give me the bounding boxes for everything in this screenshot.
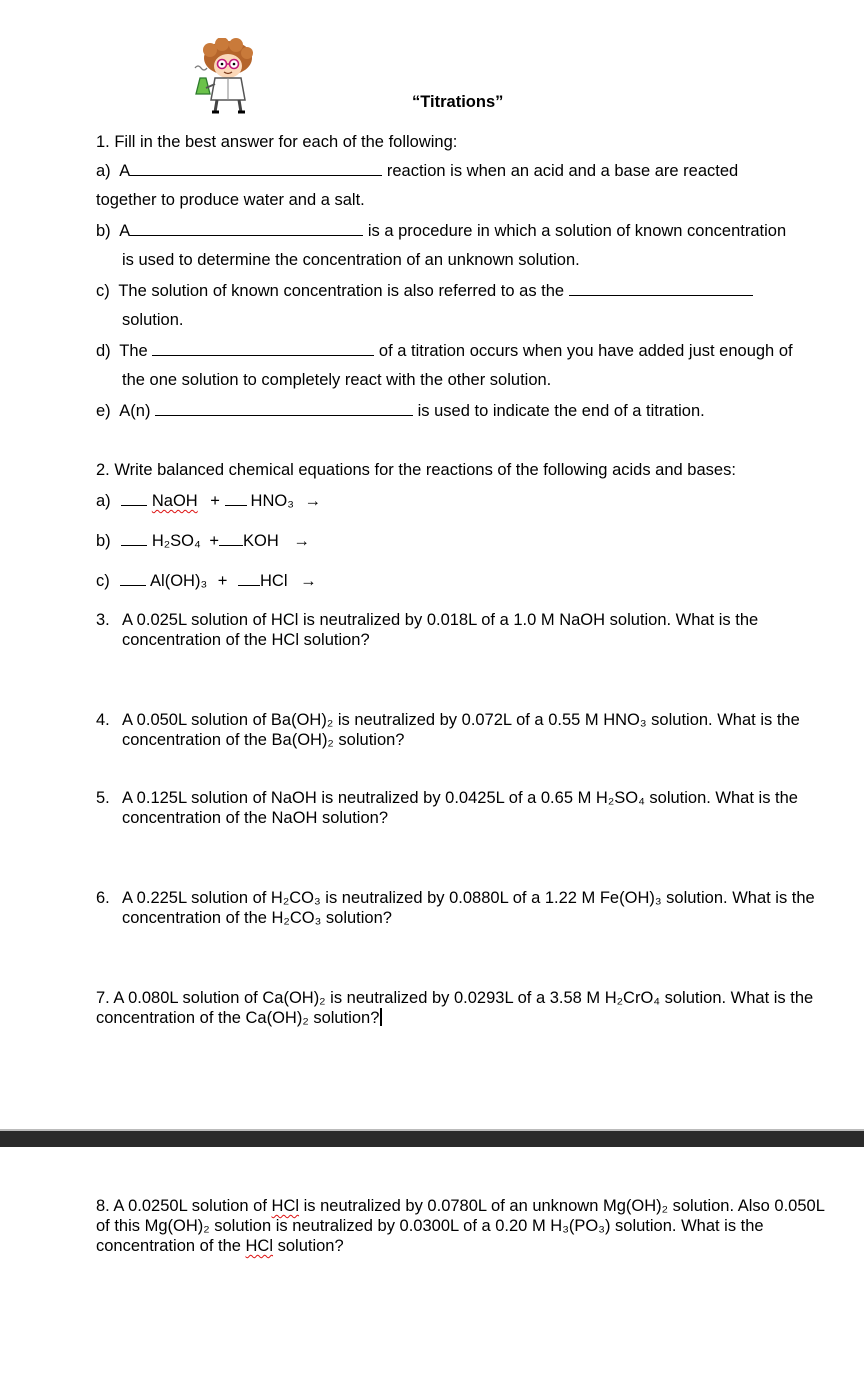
q2a-coef2[interactable] [225,490,247,506]
q5-number: 5. [96,789,110,807]
q1a-pre: A [119,162,131,180]
q8-text-3: solution? [273,1237,344,1255]
q8-hcl-2: HCl [245,1237,274,1255]
q8-text-2: is neutralized by 0.0780L of an unknown Mg(OH)₂ solution. Also 0.050L of this Mg(OH)₂ solution is neutralized by 0.0300L of a 0.20 M H₃(PO₃) solution. What is the concentration of the [96,1197,825,1255]
q2a-reactant2: HNO₃ [250,492,294,510]
q1a-blank[interactable] [130,160,382,176]
q1c-pre: The solution of known concentration is also referred to as the [118,282,565,300]
q7-text: 7. A 0.080L solution of Ca(OH)₂ is neutralized by 0.0293L of a 3.58 M H₂CrO₄ solution. What is the concentration of the Ca(OH)₂ solution? [96,989,814,1027]
q1a-line [96,160,738,181]
q4-question [96,710,820,750]
q1d-post: of a titration occurs when you have added just enough of [378,342,793,360]
page-break-divider [0,1129,864,1147]
q8-text-1: 8. A 0.0250L solution of [96,1197,272,1215]
q2a-plus: + [210,492,220,510]
q1e-blank[interactable] [155,400,413,416]
q6-text: A 0.225L solution of H₂CO₃ is neutralized by 0.0880L of a 1.22 M Fe(OH)₃ solution. What is the concentration of the H₂CO₃ solution? [122,889,815,927]
page-title: “Titrations” [412,93,504,111]
q3-text: A 0.025L solution of HCl is neutralized by 0.018L of a 1.0 M NaOH solution. What is the concentration of the HCl solution? [122,611,759,649]
q4-number: 4. [96,711,110,729]
scientist-clipart [190,38,262,118]
q2b-reactant2: KOH [243,532,279,550]
q2a-label: a) [96,492,111,510]
q5-question [96,788,816,828]
q2a-arrow: → [304,492,322,510]
q2b-label: b) [96,532,111,550]
q1d-line [96,340,793,361]
q1c-line [96,280,753,301]
q1b-post: is a procedure in which a solution of known concentration [367,222,787,240]
q1b-line2: is used to determine the concentration of an unknown solution. [122,251,580,269]
q2c-equation [96,570,317,591]
q2c-reactant2: HCl [260,572,288,590]
q1e-line [96,400,705,421]
q2b-equation [96,530,310,551]
q8-hcl-1: HCl [271,1197,300,1215]
q1c-label: c) [96,282,110,300]
q2b-arrow: → [293,532,310,550]
q6-number: 6. [96,889,110,907]
q2c-arrow: → [300,572,317,590]
q2b-coef1[interactable] [121,530,147,546]
text-cursor [380,1008,382,1026]
q1a-post: reaction is when an acid and a base are reacted [386,162,739,180]
q2c-coef2[interactable] [238,570,260,586]
q1d-blank[interactable] [152,340,374,356]
q2a-coef1[interactable] [121,490,147,506]
q3-question [96,610,816,650]
q2b-coef2[interactable] [219,530,243,546]
q1e-pre: A(n) [119,402,151,420]
q1-intro: 1. Fill in the best answer for each of the following: [96,133,458,151]
q1d-label: d) [96,342,111,360]
q1b-label: b) [96,222,111,240]
q1c-blank[interactable] [569,280,753,296]
q2b-plus: + [209,532,219,550]
q3-number: 3. [96,611,110,629]
q6-question [96,888,820,928]
q4-text: A 0.050L solution of Ba(OH)₂ is neutralized by 0.072L of a 0.55 M HNO₃ solution. What is the concentration of the Ba(OH)₂ solution? [122,711,800,749]
q1b-line [96,220,786,241]
q2-intro: 2. Write balanced chemical equations for the reactions of the following acids and bases: [96,461,736,479]
q1a-line2: together to produce water and a salt. [96,191,365,209]
q2c-plus: + [217,572,228,590]
q2a-reactant1: NaOH [151,492,198,510]
q1d-line2: the one solution to completely react with the other solution. [122,371,552,389]
q5-text: A 0.125L solution of NaOH is neutralized by 0.0425L of a 0.65 M H₂SO₄ solution. What is the concentration of the NaOH solution? [122,789,798,827]
q7-question [96,988,824,1028]
q1b-blank[interactable] [130,220,363,236]
q1c-line2: solution. [122,311,184,329]
q1d-pre: The [119,342,148,360]
q1e-label: e) [96,402,111,420]
q2c-label: c) [96,572,110,590]
q1a-label: a) [96,162,111,180]
q1e-post: is used to indicate the end of a titration. [417,402,705,420]
q2c-reactant1: Al(OH)₃ [150,572,208,590]
q2a-equation [96,490,321,511]
q8-question [96,1196,830,1256]
q2b-reactant1: H₂SO₄ [151,532,201,550]
q1b-pre: A [119,222,131,240]
q2c-coef1[interactable] [120,570,146,586]
